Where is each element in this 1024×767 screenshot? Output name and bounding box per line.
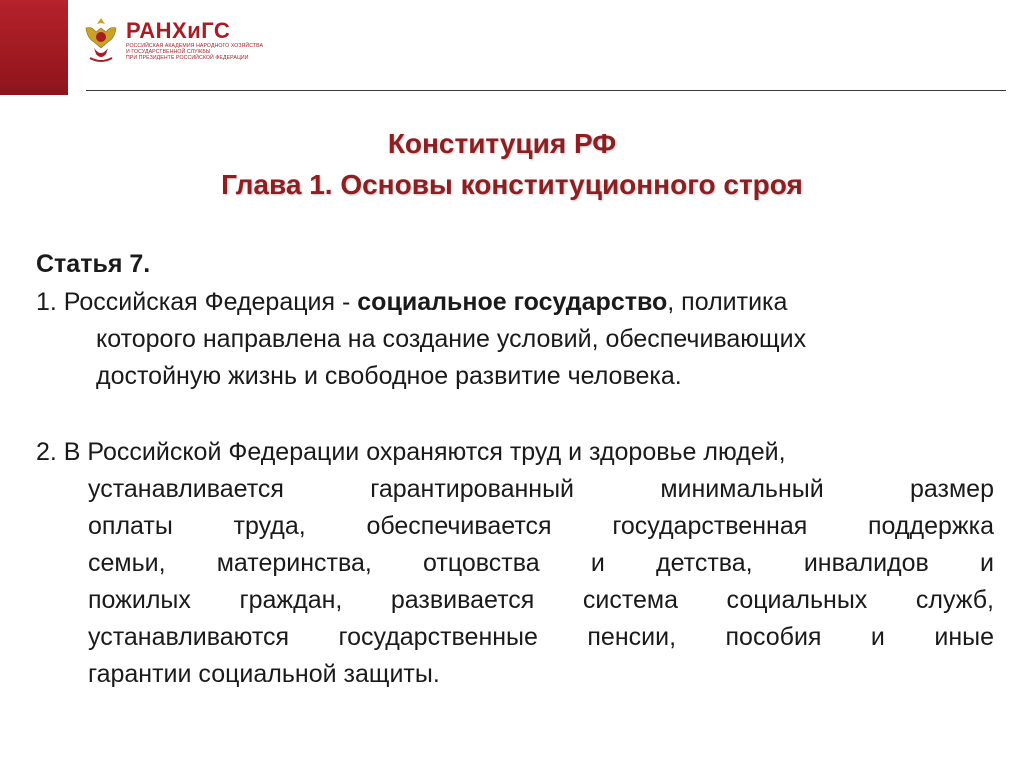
red-accent-bar [0,0,68,95]
point2-line: устанавливаются государственные пенсии, пособия и иные [88,623,994,651]
logo-subtitle-line: РОССИЙСКАЯ АКАДЕМИЯ НАРОДНОГО ХОЗЯЙСТВА [126,43,264,49]
slide-subtitle: Глава 1. Основы конституционного строя [221,169,803,200]
header-divider [86,90,1006,91]
article-point-1 [36,284,986,395]
logo-subtitle-line: И ГОСУДАРСТВЕННОЙ СЛУЖБЫ [126,49,211,55]
point2-line: 2. В Российской Федерации охраняются труд и здоровье людей, [36,438,786,466]
point2-line: гарантии социальной защиты. [88,660,440,688]
point1-emphasis: социальное государство [357,288,668,316]
point1-prefix: 1. Российская Федерация - [36,288,358,316]
point1-line: достойную жизнь и свободное развитие человека. [96,362,682,390]
point2-line: оплаты труда, обеспечивается государственная поддержка [88,512,994,540]
point1-line: которого направлена на создание условий, обеспечивающих [96,325,807,353]
eagle-emblem-icon [82,14,120,66]
point2-line: устанавливается гарантированный минимальный размер [88,475,994,503]
article-point-2 [36,434,994,693]
point1-rest: , политика [667,288,788,316]
point2-line: пожилых граждан, развивается система социальных служб, [88,586,994,614]
slide-title: Конституция РФ [387,128,617,159]
logo-subtitle-line: ПРИ ПРЕЗИДЕНТЕ РОССИЙСКОЙ ФЕДЕРАЦИИ [126,55,249,61]
point2-line: семьи, материнства, отцовства и детства, инвалидов и [88,549,994,577]
article-heading: Статья 7. [36,250,151,278]
logo-name: РАНХиГС [126,18,231,43]
ranepa-logo [82,12,264,68]
